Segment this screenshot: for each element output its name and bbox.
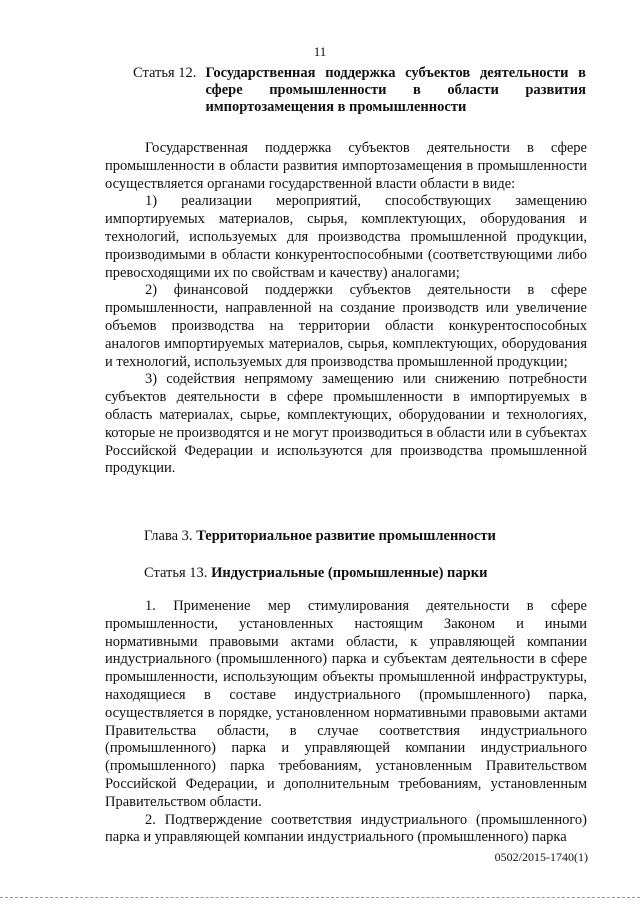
- article-12-item-2: 2) финансовой поддержки субъектов деятельности в сфере промышленности, направленной на создание производств или увеличение объемов производства на территории области конкурентоспособных аналогов импортируемых материалов, сырья, комплектующих, оборудования и технологий, используемых для производства промышленной продукции;: [105, 282, 587, 370]
- article-12-item-1: 1) реализации мероприятий, способствующих замещению импортируемых материалов, сырья, комплектующих, оборудования и технологий, используемых для производства промышленной продукции, производимыми в области конкурентоспособными (соответствующими либо превосходящими их по свойствам и качеству) аналогами;: [105, 193, 587, 281]
- article-13-title: Индустриальные (промышленные) парки: [211, 565, 488, 581]
- page-edge-line: [0, 897, 640, 898]
- article-12-body: [105, 140, 587, 478]
- page-number: 11: [313, 44, 327, 59]
- article-12-label: Статья 12.: [133, 65, 197, 81]
- chapter-3-heading: [144, 528, 496, 545]
- article-12-intro: Государственная поддержка субъектов деятельности в сфере промышленности в области развития импортозамещения в промышленности осуществляется органами государственной власти области в виде:: [105, 140, 587, 192]
- article-12-heading: [133, 65, 586, 116]
- article-13-heading: [144, 565, 487, 582]
- article-13-paragraph-1: 1. Применение мер стимулирования деятельности в сфере промышленности, установленных настоящим Законом и иными нормативными правовыми актами области, к управляющей компании индустриального (промышленного) парка и субъектам деятельности в сфере промышленности, использующим объекты промышленной инфраструктуры, находящиеся в составе индустриального (промышленного) парка, осуществляется в порядке, установленном нормативными правовыми актами Правительства области, в случае соответствия индустриального (промышленного) парка и управляющей компании индустриального (промышленного) парка требованиям, установленным Правительством Российской Федерации, и дополнительным требованиям, установленным Правительством области.: [105, 598, 587, 810]
- article-13-label: Статья 13.: [144, 565, 212, 581]
- document-code: 0502/2015-1740(1): [494, 850, 588, 864]
- chapter-3-title: Территориальное развитие промышленности: [196, 528, 496, 544]
- article-12-item-3: 3) содействия непрямому замещению или снижению потребности субъектов деятельности в сфере промышленности в импортируемых в область материалах, сырье, комплектующих, оборудовании и технологиях, которые не производятся и не могут производиться в области или в субъектах Российской Федерации и используются для производства промышленной продукции.: [105, 371, 587, 477]
- article-12-title: Государственная поддержка субъектов деятельности в сфере промышленности в области развития импортозамещения в промышленности: [205, 65, 586, 115]
- article-13-body: [105, 598, 587, 847]
- article-13-paragraph-2: 2. Подтверждение соответствия индустриального (промышленного) парка и управляющей компании индустриального (промышленного) парка: [105, 811, 587, 846]
- chapter-3-label: Глава 3.: [144, 528, 197, 544]
